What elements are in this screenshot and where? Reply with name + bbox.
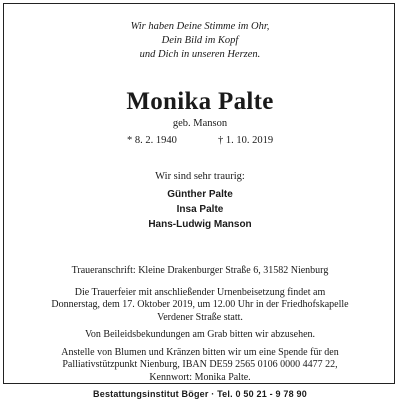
mourner-name: Günther Palte xyxy=(167,189,233,200)
poem-line: Wir haben Deine Stimme im Ohr, xyxy=(130,21,270,32)
ceremony-line: Donnerstag, dem 17. Oktober 2019, um 12.00 Uhr in der Friedhofskapelle xyxy=(51,299,349,310)
deceased-name: Monika Palte xyxy=(126,88,274,115)
mourners-intro: Wir sind sehr traurig: xyxy=(155,171,245,182)
mourners-block xyxy=(0,170,400,232)
info-block xyxy=(0,265,400,389)
donation-line: Anstelle von Blumen und Kränzen bitten wir um eine Spende für den xyxy=(61,346,339,358)
poem xyxy=(0,20,400,62)
ceremony-text xyxy=(0,287,400,325)
mourner-name: Hans-Ludwig Manson xyxy=(148,219,252,230)
donation-text xyxy=(0,347,400,385)
condolences-note: Von Beileidsbekundungen am Grab bitten wir abzusehen. xyxy=(84,329,316,340)
mourner-name: Insa Palte xyxy=(176,204,224,215)
funeral-home-footer: Bestattungsinstitut Böger · Tel. 0 50 21 - 9 78 90 xyxy=(93,389,307,399)
mourning-address: Traueranschrift: Kleine Drakenburger Straße 6, 31582 Nienburg xyxy=(71,265,329,276)
donation-line: Palliativstützpunkt Nienburg, IBAN DE59 2565 0106 0000 4477 22, xyxy=(62,359,338,370)
ceremony-line: Verdener Straße statt. xyxy=(157,311,243,323)
donation-line: Kennwort: Monika Palte. xyxy=(149,371,251,383)
ceremony-line: Die Trauerfeier mit anschließender Urnenbeisetzung findet am xyxy=(74,286,326,298)
death-date: † 1. 10. 2019 xyxy=(218,135,274,146)
poem-line: Dein Bild im Kopf xyxy=(161,35,239,46)
birth-date: * 8. 2. 1940 xyxy=(127,135,177,146)
poem-line: und Dich in unseren Herzen. xyxy=(139,49,261,60)
birth-name: geb. Manson xyxy=(172,118,228,129)
